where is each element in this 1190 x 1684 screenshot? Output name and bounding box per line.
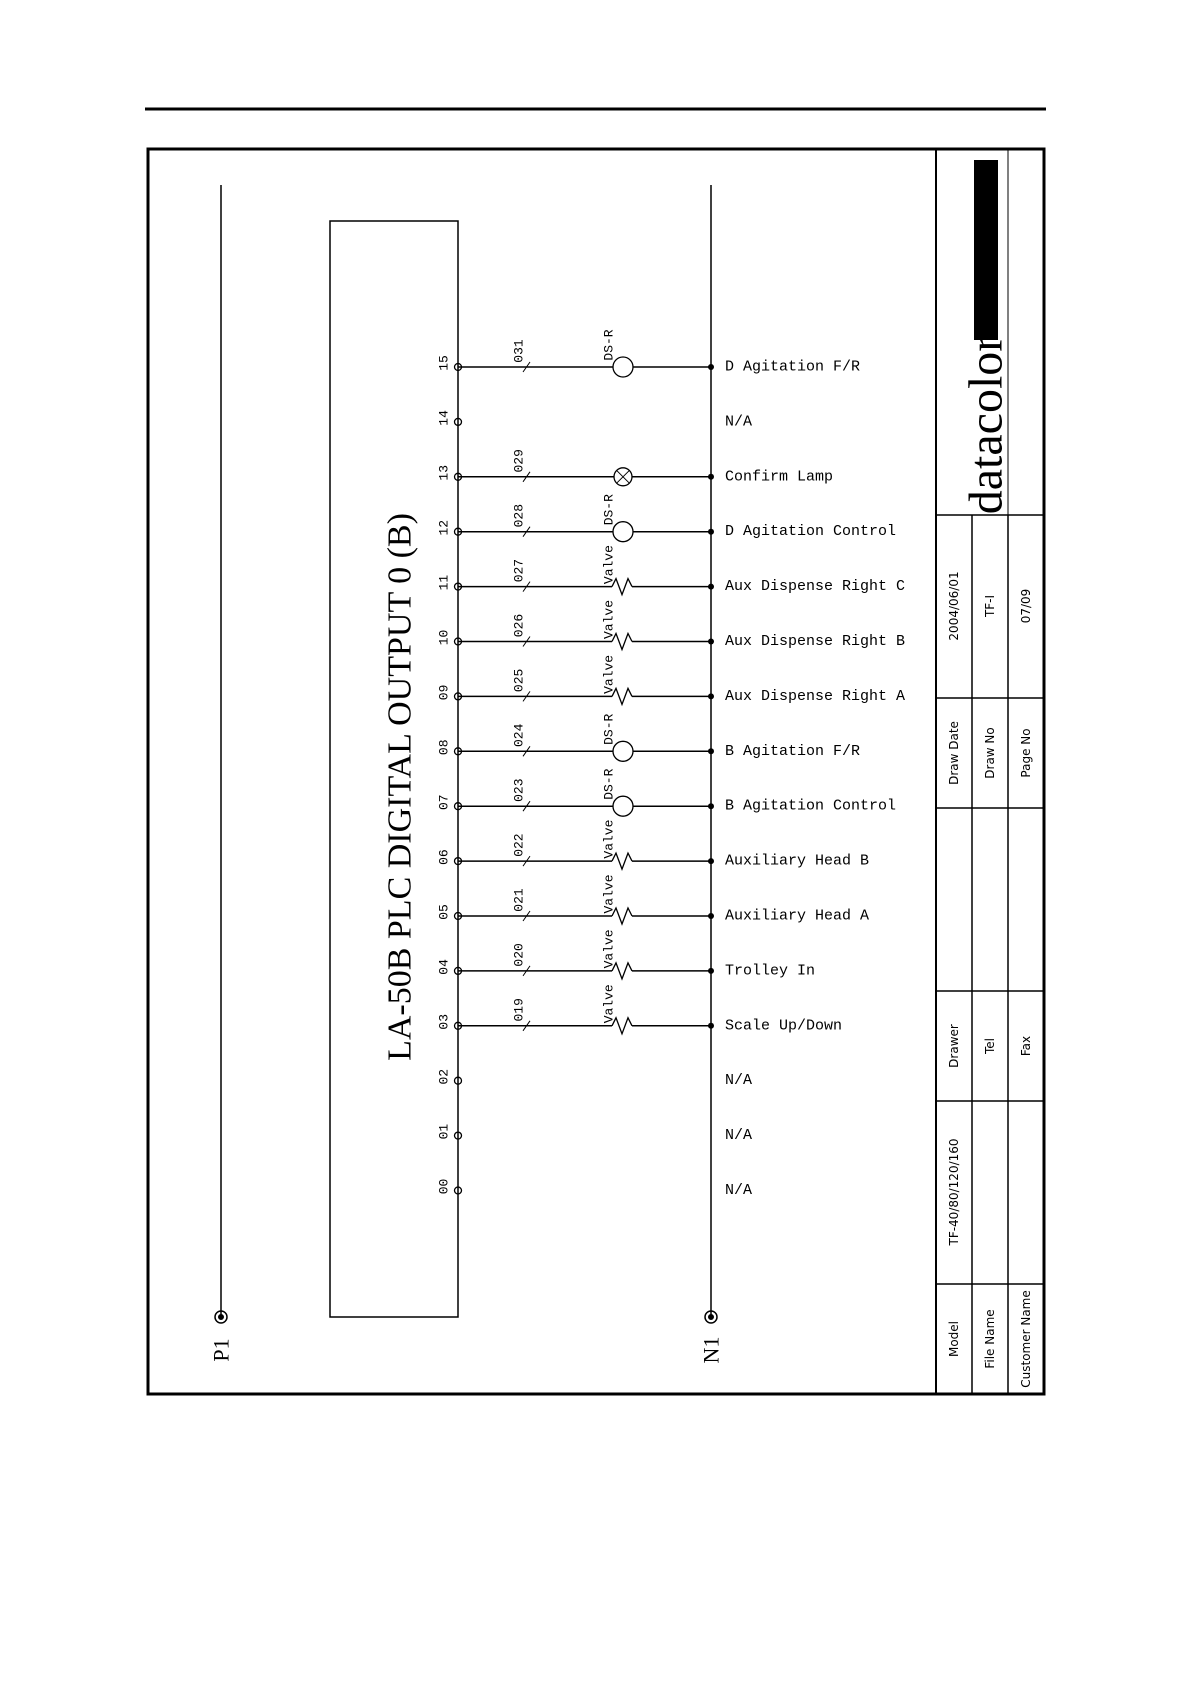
drawer-label: Drawer <box>947 1024 961 1068</box>
output-label: Aux Dispense Right A <box>725 687 906 705</box>
wire-number: 031 <box>511 339 527 363</box>
wire-number: 025 <box>511 668 527 693</box>
channel-04 <box>437 929 816 979</box>
output-label: Auxiliary Head B <box>725 852 870 870</box>
terminal-number: 13 <box>436 464 452 481</box>
terminal-number: 04 <box>436 959 452 975</box>
output-label: N/A <box>725 1127 753 1145</box>
wire-number: 028 <box>511 503 527 528</box>
device-label: DS-R <box>601 494 617 526</box>
brand-bar <box>974 160 998 340</box>
output-label: N/A <box>725 1182 753 1199</box>
channel-14 <box>437 410 753 430</box>
draw-no-label: Draw No <box>983 727 997 779</box>
device-label: Valve <box>601 599 617 640</box>
plc-module-title: LA-50B PLC DIGITAL OUTPUT 0 (B) <box>381 513 419 1061</box>
output-label: B Agitation F/R <box>725 742 861 760</box>
terminal-number: 15 <box>436 355 452 371</box>
channel-07 <box>437 768 897 816</box>
n1-terminal-dot-icon <box>709 1315 714 1320</box>
terminal-number: 03 <box>436 1013 452 1030</box>
terminal-number: 12 <box>436 519 452 536</box>
device-label: DS-R <box>601 713 617 745</box>
wire-number: 027 <box>511 558 527 583</box>
channel-08 <box>437 714 861 762</box>
channel-05 <box>437 874 870 924</box>
channel-00 <box>437 1179 753 1199</box>
wire-number: 022 <box>511 833 527 857</box>
device-label: Valve <box>601 819 617 859</box>
draw-no-value: TF-I <box>983 594 997 618</box>
output-label: Aux Dispense Right B <box>725 633 906 650</box>
terminal-number: 07 <box>436 794 452 811</box>
channel-02 <box>437 1069 753 1089</box>
terminal-number: 09 <box>436 684 452 701</box>
terminal-number: 10 <box>436 629 452 646</box>
brand-logo: datacolor <box>959 335 1013 515</box>
wire-number: 029 <box>511 449 527 473</box>
terminal-number: 00 <box>436 1178 452 1195</box>
tel-label: Tel <box>983 1037 997 1055</box>
device-label: Valve <box>601 984 617 1024</box>
terminal-number: 11 <box>436 574 452 591</box>
model-value: TF-40/80/120/160 <box>947 1138 961 1246</box>
page-no-label: Page No <box>1019 728 1033 778</box>
channel-12 <box>437 494 897 542</box>
device-label: DS-R <box>601 768 617 800</box>
wire-number: 026 <box>511 613 527 638</box>
file-name-label: File Name <box>983 1309 997 1369</box>
channel-13 <box>437 449 834 486</box>
model-label: Model <box>947 1320 961 1358</box>
terminal-number: 01 <box>436 1123 452 1140</box>
channel-06 <box>437 820 870 870</box>
n1-label: N1 <box>698 1336 724 1364</box>
output-label: Trolley In <box>725 962 816 980</box>
output-label: Aux Dispense Right C <box>725 578 906 596</box>
device-label: Valve <box>601 545 617 585</box>
wire-number: 023 <box>511 778 527 802</box>
device-label: DS-R <box>601 329 617 361</box>
device-label: Valve <box>601 929 617 969</box>
channel-group <box>437 329 906 1199</box>
customer-name-label: Customer Name <box>1019 1290 1033 1388</box>
draw-date-value: 2004/06/01 <box>947 571 961 641</box>
wire-number: 019 <box>511 998 527 1022</box>
terminal-number: 02 <box>436 1068 452 1085</box>
output-label: N/A <box>725 1072 753 1090</box>
fax-label: Fax <box>1019 1035 1033 1057</box>
wire-number: 020 <box>511 943 527 967</box>
device-label: Valve <box>601 874 617 914</box>
channel-09 <box>437 655 906 705</box>
terminal-number: 05 <box>436 904 452 920</box>
drawing-frame <box>148 149 1044 1394</box>
output-label: Auxiliary Head A <box>725 907 870 925</box>
channel-01 <box>437 1124 753 1144</box>
output-label: D Agitation F/R <box>725 358 861 376</box>
wire-number: 024 <box>511 723 527 748</box>
draw-date-label: Draw Date <box>947 721 961 785</box>
output-label: N/A <box>725 413 753 431</box>
wire-number: 021 <box>511 888 527 912</box>
page-no-value: 07/09 <box>1019 588 1033 624</box>
device-label: Valve <box>601 654 617 694</box>
output-label: B Agitation Control <box>725 797 897 815</box>
terminal-number: 14 <box>436 410 452 426</box>
output-label: Confirm Lamp <box>725 468 834 486</box>
terminal-number: 08 <box>436 739 452 756</box>
title-block <box>936 149 1044 1394</box>
p1-label: P1 <box>208 1338 234 1362</box>
channel-03 <box>437 984 843 1034</box>
channel-10 <box>437 600 906 650</box>
output-label: Scale Up/Down <box>725 1017 843 1035</box>
terminal-number: 06 <box>436 849 452 865</box>
output-label: D Agitation Control <box>725 523 897 541</box>
p1-terminal-dot-icon <box>219 1315 224 1320</box>
channel-11 <box>437 545 906 595</box>
channel-15 <box>437 329 861 377</box>
